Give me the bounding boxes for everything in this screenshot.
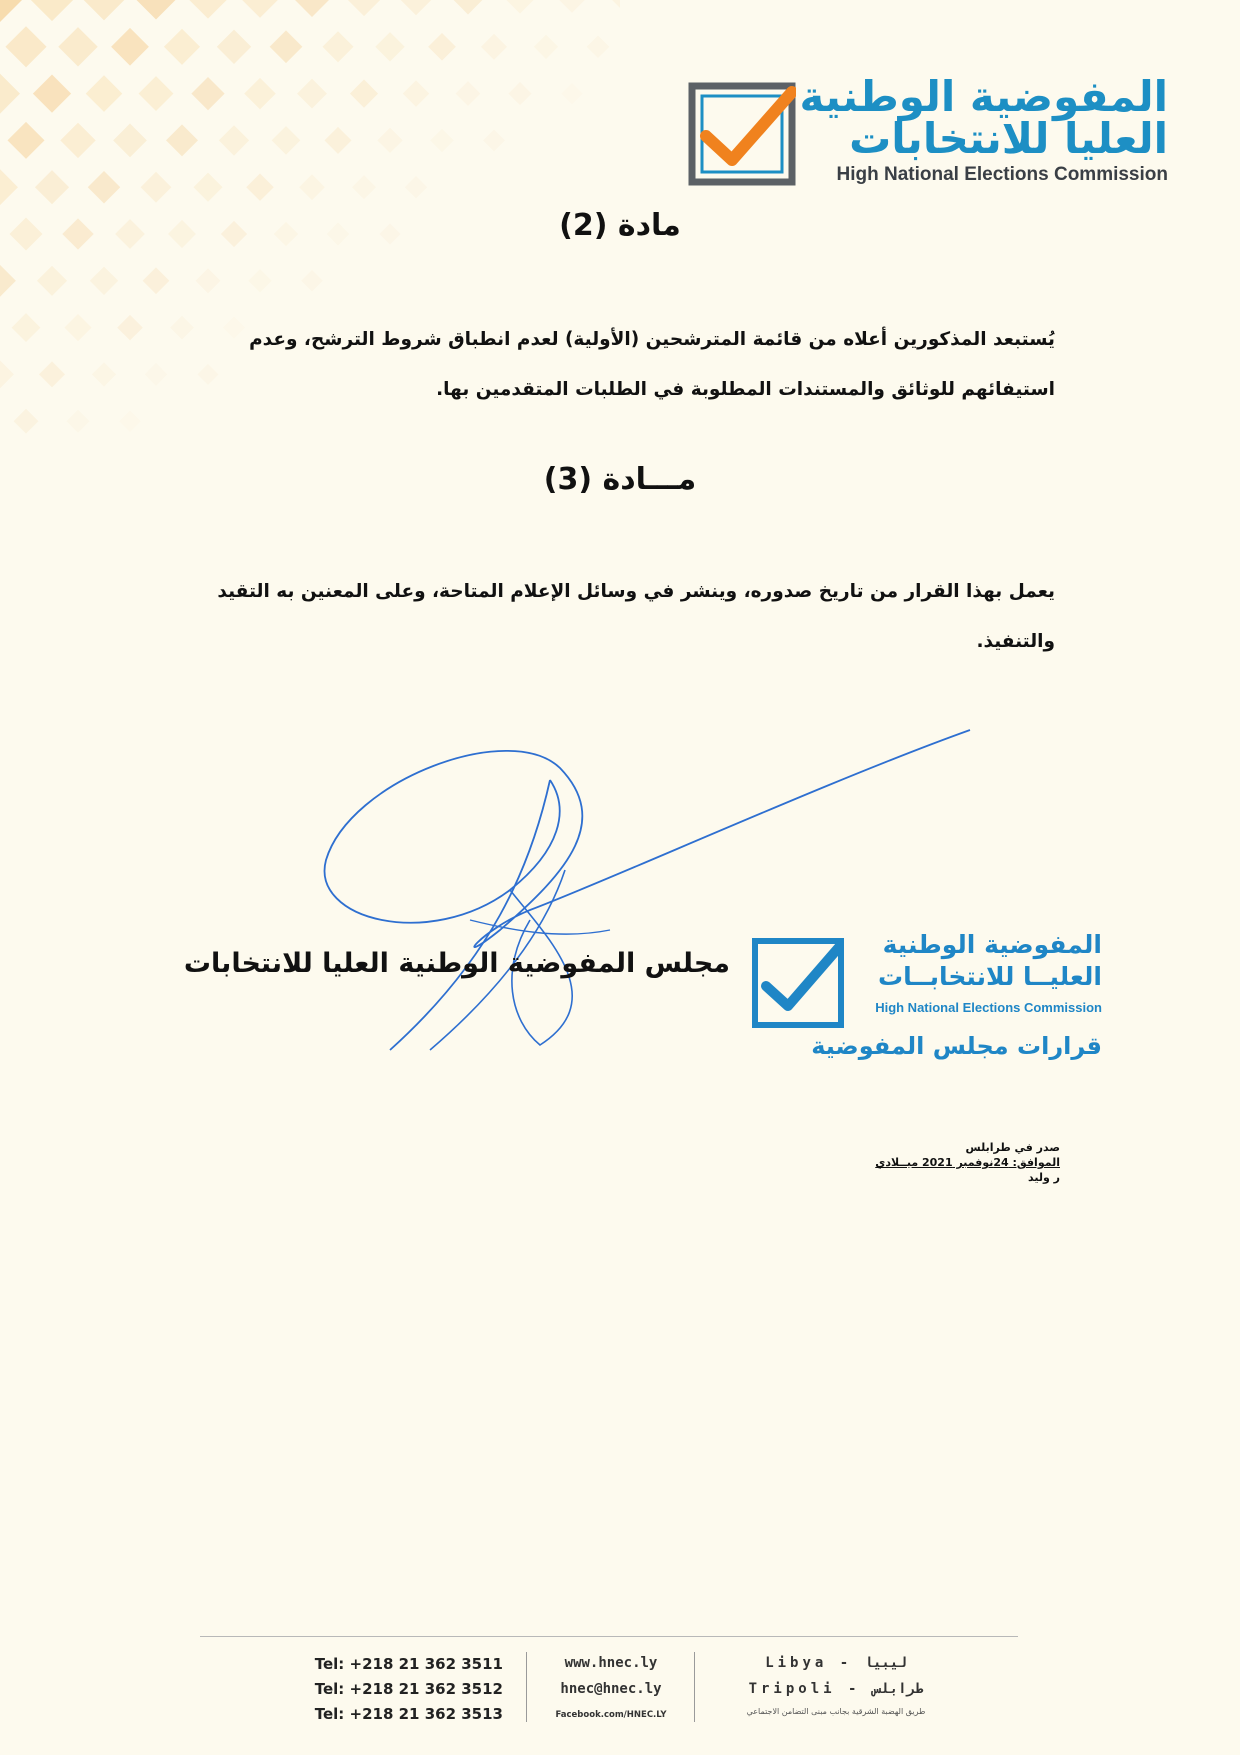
- pattern-diamond: [86, 75, 123, 112]
- footer-separator: [694, 1652, 695, 1722]
- logo-arabic-line2: العليا للانتخابات: [849, 114, 1168, 163]
- stamp-checkmark-icon: [752, 938, 844, 1028]
- pattern-diamond: [60, 123, 95, 158]
- pattern-diamond: [139, 76, 174, 111]
- pattern-diamond: [272, 126, 301, 155]
- pattern-diamond: [92, 362, 116, 386]
- pattern-diamond: [403, 80, 430, 107]
- pattern-diamond: [612, 0, 620, 12]
- pattern-diamond: [189, 0, 226, 19]
- footer-phone-2: Tel: +218 21 362 3512: [314, 1680, 503, 1698]
- footer-web: [536, 1650, 686, 1728]
- pattern-diamond: [350, 80, 378, 108]
- pattern-diamond: [559, 0, 585, 13]
- pattern-diamond: [145, 363, 168, 386]
- pattern-diamond: [456, 81, 481, 106]
- pattern-diamond: [454, 0, 483, 14]
- pattern-diamond: [84, 0, 125, 20]
- article-2-text: يُستبعد المذكورين أعلاه من قائمة المترشحين (الأولية) لعدم انطباق شروط الترشح، وعدم استيفائهم للوثائق والمستندات المطلوبة في الطلبات المتقدمين بها.: [249, 329, 1055, 400]
- pattern-diamond: [0, 265, 16, 297]
- pattern-diamond: [166, 124, 198, 156]
- pattern-diamond: [193, 173, 222, 202]
- pattern-diamond: [111, 28, 149, 66]
- footer-phone-3: Tel: +218 21 362 3513: [314, 1705, 503, 1723]
- footer-address: طريق الهضبة الشرقية بجانب مبنى التضامن الاجتماعي: [746, 1707, 926, 1716]
- pattern-diamond: [90, 267, 118, 295]
- pattern-diamond: [219, 125, 249, 155]
- pattern-diamond: [39, 361, 65, 387]
- pattern-diamond: [481, 34, 507, 60]
- footer-website[interactable]: www.hnec.ly: [564, 1655, 658, 1671]
- issue-initials: ر وليد: [1028, 1171, 1060, 1184]
- pattern-diamond: [195, 268, 220, 293]
- pattern-diamond: [534, 35, 558, 59]
- pattern-diamond: [246, 173, 273, 200]
- pattern-diamond: [66, 410, 89, 433]
- pattern-diamond: [0, 361, 14, 389]
- stamp-arabic-line1: المفوضية الوطنية: [882, 930, 1102, 959]
- footer-country: Libya - ليبيا: [765, 1655, 907, 1671]
- pattern-diamond: [506, 0, 533, 14]
- footer-location: [706, 1650, 966, 1722]
- pattern-diamond: [483, 129, 505, 151]
- pattern-diamond: [37, 266, 67, 296]
- article-3-text: يعمل بهذا القرار من تاريخ صدوره، وينشر في وسائل الإعلام المتاحة، وعلى المعنين به التقيد والتنفيذ.: [217, 581, 1055, 652]
- logo-arabic-line1: المفوضية الوطنية: [799, 72, 1168, 121]
- pattern-diamond: [322, 31, 353, 62]
- pattern-diamond: [33, 74, 71, 112]
- footer-separator: [526, 1652, 527, 1722]
- pattern-diamond: [325, 127, 352, 154]
- pattern-diamond: [301, 270, 323, 292]
- pattern-diamond: [401, 0, 432, 15]
- pattern-diamond: [242, 0, 278, 18]
- pattern-diamond: [5, 26, 46, 67]
- pattern-diamond: [117, 315, 143, 341]
- footer-phone-1: Tel: +218 21 362 3511: [314, 1655, 503, 1673]
- pattern-diamond: [137, 0, 176, 19]
- pattern-diamond: [348, 0, 380, 16]
- article-2-heading: مادة (2): [559, 208, 681, 243]
- logo-english-name: High National Elections Commission: [836, 164, 1168, 185]
- pattern-diamond: [191, 77, 224, 110]
- pattern-diamond: [299, 174, 325, 200]
- footer-email[interactable]: hnec@hnec.ly: [560, 1681, 662, 1697]
- pattern-diamond: [64, 314, 91, 341]
- pattern-diamond: [405, 176, 427, 198]
- footer-city: Tripoli - طرابلس: [748, 1681, 924, 1697]
- footer-facebook[interactable]: Facebook.com/HNEC.LY: [555, 1710, 667, 1720]
- issue-date: الموافق: 24نوفمبر 2021 ميــلادي: [875, 1156, 1060, 1169]
- council-signature-line: مجلس المفوضية الوطنية العليا للانتخابات: [183, 948, 730, 979]
- pattern-diamond: [352, 175, 376, 199]
- pattern-diamond: [88, 171, 121, 204]
- pattern-diamond: [508, 82, 531, 105]
- pattern-diamond: [58, 27, 97, 66]
- pattern-diamond: [428, 33, 456, 61]
- stamp-council-decisions: قرارات مجلس المفوضية: [811, 1032, 1102, 1060]
- official-stamp: [752, 932, 1102, 1067]
- pattern-diamond: [561, 83, 582, 104]
- stamp-arabic-line2: العليــا للانتخابــات: [877, 962, 1102, 991]
- pattern-diamond: [14, 409, 39, 434]
- hnec-logo: [688, 72, 1168, 190]
- issue-note: [760, 1140, 1060, 1185]
- footer-phones: [305, 1652, 503, 1727]
- pattern-diamond: [295, 0, 329, 17]
- article-3-heading: مـــادة (3): [543, 462, 697, 497]
- stamp-english-name: High National Elections Commission: [875, 1000, 1102, 1015]
- pattern-diamond: [0, 74, 20, 114]
- footer-divider: [200, 1636, 1018, 1637]
- pattern-diamond: [35, 170, 69, 204]
- pattern-diamond: [141, 172, 172, 203]
- pattern-diamond: [143, 267, 170, 294]
- pattern-diamond: [244, 78, 276, 110]
- pattern-diamond: [248, 269, 271, 292]
- pattern-diamond: [430, 129, 454, 153]
- pattern-diamond: [375, 32, 404, 61]
- issue-place: صدر في طرابلس: [965, 1141, 1060, 1154]
- pattern-diamond: [31, 0, 73, 21]
- pattern-diamond: [12, 313, 41, 342]
- pattern-diamond: [587, 35, 610, 58]
- pattern-diamond: [113, 124, 147, 158]
- pattern-diamond: [7, 122, 44, 159]
- pattern-diamond: [0, 0, 22, 22]
- checkmark-box-icon: [688, 82, 796, 186]
- pattern-diamond: [377, 128, 402, 153]
- pattern-diamond: [270, 30, 303, 63]
- pattern-diamond: [297, 79, 327, 109]
- pattern-diamond: [0, 169, 18, 205]
- pattern-diamond: [119, 410, 140, 431]
- pattern-diamond: [164, 29, 200, 65]
- pattern-diamond: [217, 30, 251, 64]
